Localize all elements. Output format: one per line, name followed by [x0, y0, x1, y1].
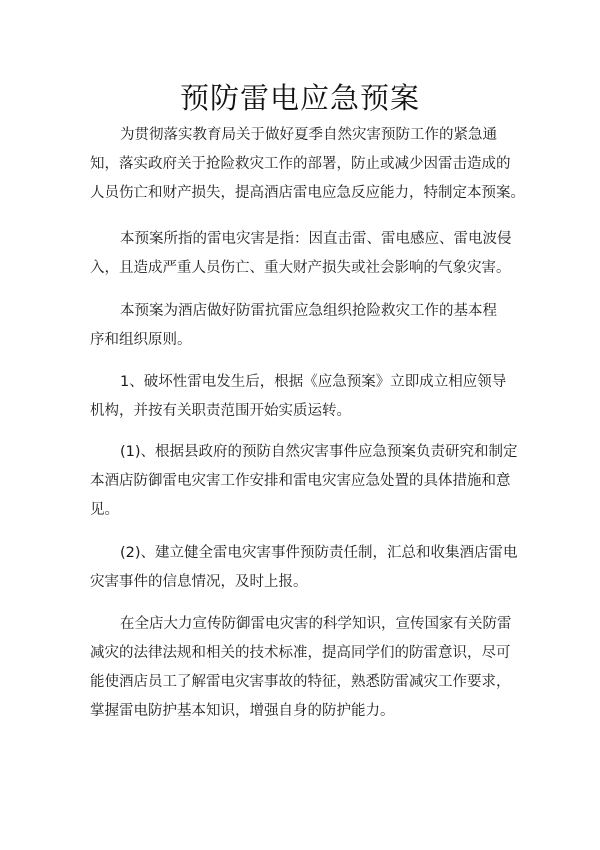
paragraph-line: 1、破坏性雷电发生后，根据《应急预案》立即成立相应领导	[120, 374, 507, 390]
paragraph-line: 在全店大力宣传防御雷电灾害的科学知识，宣传国家有关防雷	[120, 616, 512, 632]
paragraph-definition	[90, 225, 520, 283]
paragraph-subitem-1	[90, 438, 520, 525]
paragraph-line: 灾害事件的信息情况，及时上报。	[90, 574, 308, 590]
paragraph-line: 本酒店防御雷电灾害工作安排和雷电灾害应急处置的具体措施和意	[90, 473, 511, 489]
paragraph-line: 序和组织原则。	[90, 332, 192, 348]
paragraph-line: 机构，并按有关职责范围开始实质运转。	[90, 403, 351, 419]
paragraph-publicity	[90, 610, 520, 726]
paragraph-line: 本预案所指的雷电灾害是指：因直击雷、雷电感应、雷电波侵	[120, 231, 512, 247]
paragraph-purpose	[90, 121, 525, 208]
paragraph-line: 为贯彻落实教育局关于做好夏季自然灾害预防工作的紧急通	[120, 127, 497, 143]
paragraph-item-1	[90, 368, 520, 426]
paragraph-line: 减灾的法律法规和相关的技术标准，提高同学们的防雷意识，尽可	[90, 645, 511, 661]
document-title: 预防雷电应急预案	[179, 81, 420, 115]
paragraph-line: 见。	[90, 502, 119, 518]
paragraph-subitem-2	[90, 539, 520, 597]
paragraph-line: 入，且造成严重人员伤亡、重大财产损失或社会影响的气象灾害。	[90, 260, 511, 276]
paragraph-line: 本预案为酒店做好防雷抗雷应急组织抢险救灾工作的基本程	[120, 303, 497, 319]
paragraph-line: 掌握雷电防护基本知识，增强自身的防护能力。	[90, 703, 395, 719]
paragraph-line: (2)、建立健全雷电灾害事件预防责任制，汇总和收集酒店雷电	[120, 545, 518, 561]
paragraph-line: (1)、根据县政府的预防自然灾害事件应急预案负责研究和制定	[120, 444, 518, 460]
paragraph-line: 知，落实政府关于抢险救灾工作的部署，防止或减少因雷击造成的	[90, 156, 511, 172]
paragraph-scope	[90, 297, 520, 355]
paragraph-line: 能使酒店员工了解雷电灾害事故的特征，熟悉防雷减灾工作要求，	[90, 674, 511, 690]
paragraph-line: 人员伤亡和财产损失，提高酒店雷电应急反应能力，特制定本预案。	[90, 185, 525, 201]
